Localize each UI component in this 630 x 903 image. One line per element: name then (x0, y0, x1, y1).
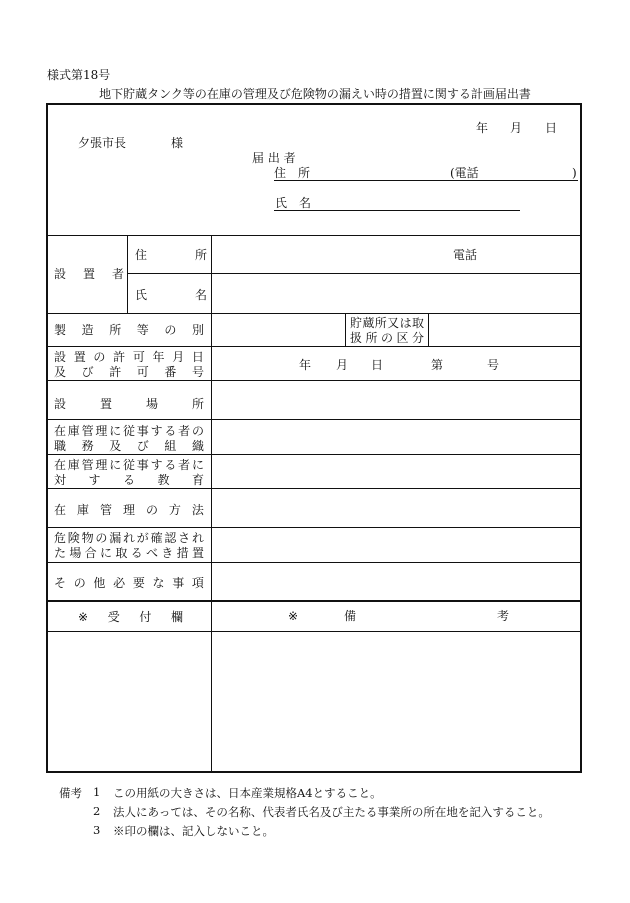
date-year-label: 年 (476, 121, 489, 135)
form-number: 様式第18号 (47, 68, 111, 82)
rule (127, 235, 128, 313)
education-label-line2: 対 す る 教 育 (54, 473, 204, 487)
permit-no: 第 (431, 358, 444, 372)
location-label: 設 置 場 所 (54, 397, 204, 411)
form-frame (46, 103, 582, 773)
storage-class-line1: 貯 蔵 所 又 は 取 (350, 316, 424, 330)
address-label: 住 所 (274, 166, 311, 180)
rule (345, 313, 346, 346)
honorific: 様 (171, 136, 184, 150)
note-1-text: この用紙の大きさは、日本産業規格A4とすること。 (113, 786, 382, 800)
rule (127, 273, 580, 274)
facility-type-label: 製 造 所 等 の 別 (54, 323, 204, 337)
permit-label-line1: 設 置 の 許 可 年 月 日 (54, 350, 204, 364)
notifier-label: 届 出 者 (252, 151, 296, 165)
rule (48, 631, 580, 632)
permit-year: 年 (299, 358, 312, 372)
note-3-text: ※印の欄は、記入しないこと。 (113, 824, 274, 838)
notes-label: 備考 (59, 786, 82, 800)
permit-go: 号 (487, 358, 500, 372)
permit-month: 月 (336, 358, 349, 372)
phone-close: ) (572, 166, 577, 180)
rule (48, 380, 580, 381)
rule (48, 313, 580, 314)
phone-open: (電話 (450, 166, 479, 180)
form-title: 地下貯蔵タンク等の在庫の管理及び危険物の漏えい時の措置に関する計画届出書 (99, 87, 531, 101)
phone-label: 電話 (453, 248, 478, 262)
permit-day: 日 (371, 358, 384, 372)
leak-label-line1: 危 険 物 の 漏 れ が 確 認 さ れ (54, 531, 204, 545)
rule (48, 454, 580, 455)
note-3-num: 3 (93, 823, 101, 837)
remarks-label-1: 備 (344, 609, 357, 623)
reception-label: ※ 受 付 欄 (78, 609, 183, 624)
staff-label-line2: 職 務 及 び 組 織 (54, 439, 204, 453)
address-line[interactable] (274, 180, 578, 181)
installer-label: 設 置 者 (54, 267, 124, 281)
remarks-mark: ※ (288, 609, 299, 623)
rule (48, 562, 580, 563)
method-label: 在 庫 管 理 の 方 法 (54, 503, 204, 517)
leak-label-line2: た 場 合 に 取 る べ き 措 置 (54, 546, 204, 560)
installer-address-label: 住 所 (135, 248, 207, 262)
rule (48, 488, 580, 489)
name-line[interactable] (274, 210, 520, 211)
rule (48, 600, 580, 602)
name-label: 氏 名 (275, 196, 312, 210)
note-2-text: 法人にあっては、その名称、代表者氏名及び主たる事業所の所在地を記入すること。 (113, 805, 550, 819)
installer-name-label: 氏 名 (135, 288, 207, 302)
note-1-num: 1 (93, 785, 101, 799)
staff-label-line1: 在 庫 管 理 に 従 事 す る 者 の (54, 424, 204, 438)
addressee: 夕張市長 (78, 136, 127, 150)
other-label: そ の 他 必 要 な 事 項 (54, 576, 204, 590)
rule (48, 419, 580, 420)
remarks-label-2: 考 (497, 609, 510, 623)
note-2-num: 2 (93, 804, 101, 818)
date-day-label: 日 (545, 121, 558, 135)
date-month-label: 月 (510, 121, 523, 135)
permit-label-line2: 及 び 許 可 番 号 (54, 365, 204, 379)
rule (48, 346, 580, 347)
storage-class-line2: 扱 所 の 区 分 (350, 331, 424, 345)
rule (48, 527, 580, 528)
rule (428, 313, 429, 346)
education-label-line1: 在 庫 管 理 に 従 事 す る 者 に (54, 458, 204, 472)
rule (211, 235, 212, 771)
